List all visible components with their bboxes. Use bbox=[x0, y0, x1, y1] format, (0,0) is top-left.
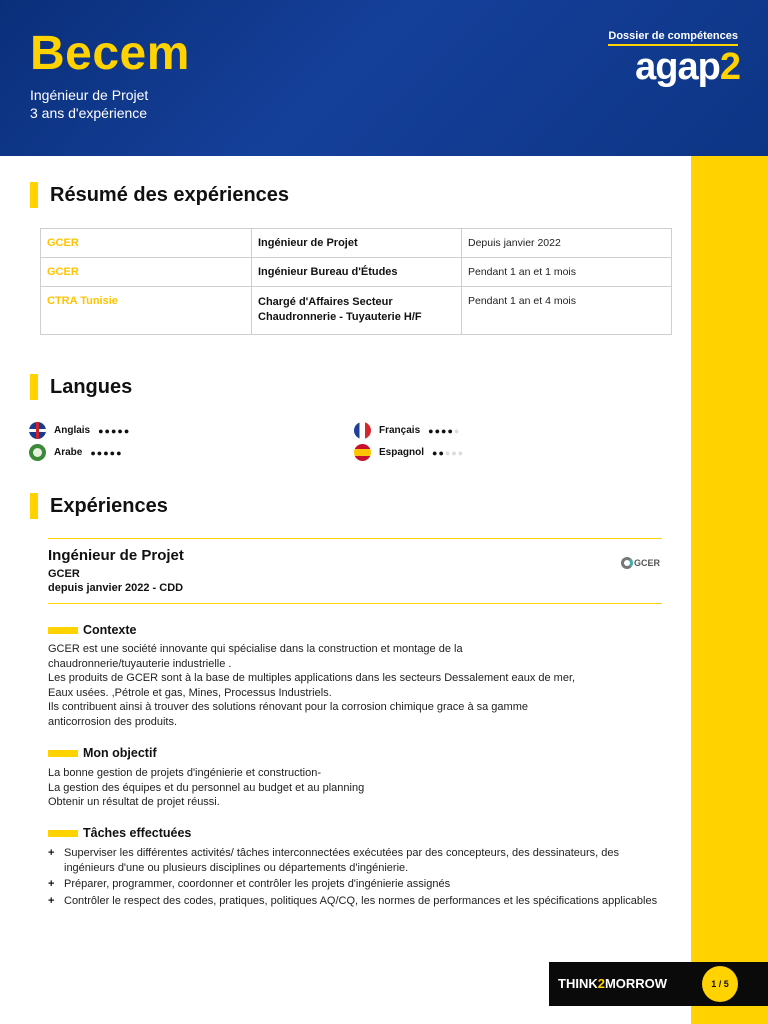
candidate-experience: 3 ans d'expérience bbox=[30, 105, 148, 121]
table-row bbox=[41, 287, 672, 335]
row-duration: Pendant 1 an et 1 mois bbox=[462, 258, 672, 287]
context-heading bbox=[48, 623, 136, 637]
objective-text: La bonne gestion de projets d'ingénierie et construction- La gestion des équipes et du personnel au budget et au planning Obtenir un résultat de projet réussi. bbox=[48, 767, 365, 809]
spain-flag-icon bbox=[354, 444, 371, 461]
language-level: ●●●●● bbox=[98, 425, 131, 436]
row-company: GCER bbox=[41, 258, 252, 287]
job-company: GCER bbox=[48, 568, 80, 580]
language-item bbox=[354, 444, 464, 461]
candidate-role: Ingénieur de Projet bbox=[30, 87, 149, 103]
logo-main-text: agap bbox=[635, 46, 720, 88]
tasks-heading bbox=[48, 826, 191, 840]
list-item: + Superviser les différentes activités/ tâches interconnectées exécutées par des concepteurs, des dessinateurs, des ingénieurs d'une ou plusieurs disciplines ou départements d'ingénierie. bbox=[48, 847, 619, 874]
uk-flag-icon bbox=[29, 422, 46, 439]
header-banner bbox=[0, 0, 768, 156]
language-name: Anglais bbox=[54, 425, 91, 436]
list-item: + Contrôler le respect des codes, pratiques, politiques AQ/CQ, les normes de performances et les spécifications applicables bbox=[48, 894, 658, 907]
row-duration: Depuis janvier 2022 bbox=[462, 229, 672, 258]
footer-bar bbox=[549, 962, 768, 1006]
heading-marker bbox=[48, 830, 78, 837]
dossier-label: Dossier de compétences bbox=[608, 30, 738, 46]
think2morrow-brand: THINK2MORROW bbox=[558, 976, 668, 991]
languages-title: Langues bbox=[50, 375, 133, 398]
section-marker bbox=[30, 493, 38, 519]
language-level: ●●●●● bbox=[432, 447, 465, 458]
experience-summary-table bbox=[40, 228, 672, 335]
candidate-name: Becem bbox=[30, 27, 190, 80]
gcer-logo-icon: GCER bbox=[621, 557, 660, 569]
objective-heading bbox=[48, 746, 157, 760]
language-name: Français bbox=[379, 425, 421, 436]
row-company: GCER bbox=[41, 229, 252, 258]
row-company: CTRA Tunisie bbox=[41, 287, 252, 335]
context-title: Contexte bbox=[83, 623, 137, 637]
job-dates: depuis janvier 2022 - CDD bbox=[48, 582, 184, 594]
plus-icon: + bbox=[48, 847, 55, 859]
saudi-flag-icon bbox=[29, 444, 46, 461]
row-role: Ingénieur Bureau d'Études bbox=[252, 258, 462, 287]
heading-marker bbox=[48, 627, 78, 634]
page-number-badge: 1 / 5 bbox=[702, 966, 738, 1002]
experiences-title: Expériences bbox=[50, 494, 168, 517]
language-name: Espagnol bbox=[379, 447, 425, 458]
section-marker bbox=[30, 182, 38, 208]
row-role: Chargé d'Affaires Secteur Chaudronnerie - Tuyauterie H/F bbox=[252, 287, 462, 335]
summary-section-title bbox=[30, 182, 289, 208]
heading-marker bbox=[48, 750, 78, 757]
language-item bbox=[29, 422, 130, 439]
language-item bbox=[354, 422, 460, 439]
language-level: ●●●●● bbox=[90, 447, 123, 458]
row-role: Ingénieur de Projet bbox=[252, 229, 462, 258]
summary-title: Résumé des expériences bbox=[50, 183, 290, 206]
objective-title: Mon objectif bbox=[83, 746, 157, 760]
tasks-list bbox=[48, 846, 668, 910]
table-row bbox=[41, 258, 672, 287]
logo-accent-text: 2 bbox=[719, 46, 740, 88]
context-text: GCER est une société innovante qui spécialise dans la construction et montage de la chaudronnerie/tuyauterie industrielle . Les produits de GCER sont à la base de multiples applications dans les secteurs Dessalement eaux de mer, Eaux usées. ,Pétrole et gas, Mines, Processus Industriels. Ils contribuent ainsi à trouver des solutions rénovant pour la corrosion chimique grace à sa gamme anticorrosion des produits. bbox=[48, 643, 576, 728]
experiences-section-title bbox=[30, 493, 168, 519]
table-row bbox=[41, 229, 672, 258]
france-flag-icon bbox=[354, 422, 371, 439]
section-marker bbox=[30, 374, 38, 400]
language-level: ●●●●● bbox=[428, 425, 461, 436]
language-name: Arabe bbox=[54, 447, 83, 458]
plus-icon: + bbox=[48, 878, 55, 891]
yellow-sidebar bbox=[691, 156, 768, 1024]
list-item: + Préparer, programmer, coordonner et contrôler les projets d'ingénierie assignés bbox=[48, 878, 451, 891]
experience-header bbox=[48, 538, 662, 604]
job-title: Ingénieur de Projet bbox=[48, 547, 184, 564]
row-duration: Pendant 1 an et 4 mois bbox=[462, 287, 672, 335]
agap2-logo bbox=[635, 46, 740, 89]
tasks-title: Tâches effectuées bbox=[83, 826, 192, 840]
language-item bbox=[29, 444, 123, 461]
plus-icon: + bbox=[48, 894, 55, 907]
languages-section-title bbox=[30, 374, 132, 400]
